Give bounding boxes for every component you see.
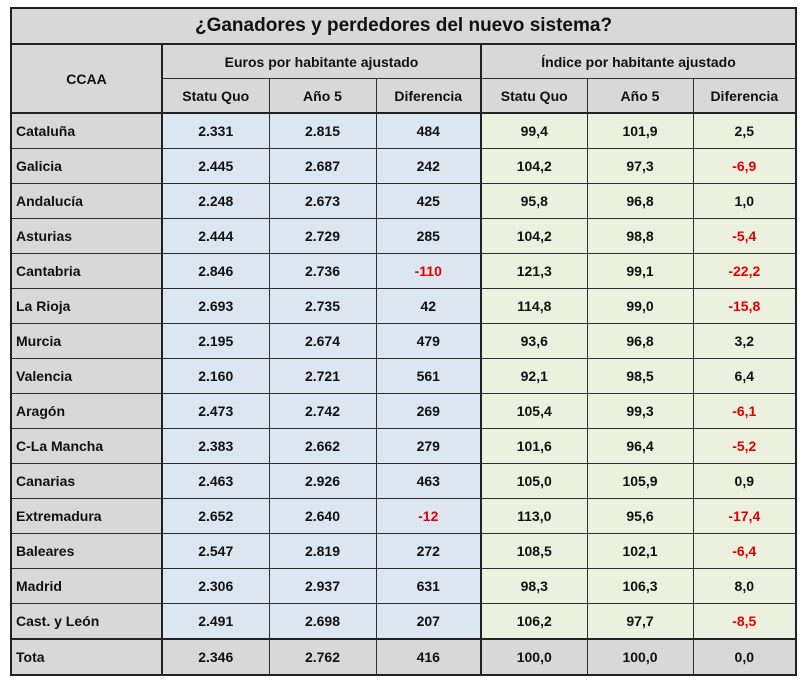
euros-statu-quo-cell: 2.463 — [162, 464, 269, 499]
euros-ano5-cell: 2.673 — [269, 184, 376, 219]
table-row — [11, 499, 796, 534]
region-name: Asturias — [11, 219, 162, 254]
table-row — [11, 113, 796, 149]
euros-ano5-cell: 2.729 — [269, 219, 376, 254]
indice-diferencia-cell: 6,4 — [693, 359, 796, 394]
indice-statu-quo-cell: 93,6 — [481, 324, 587, 359]
euros-diferencia-cell: 463 — [376, 464, 481, 499]
region-name: Canarias — [11, 464, 162, 499]
indice-ano5-cell: 95,6 — [587, 499, 693, 534]
euros-diferencia-cell: -110 — [376, 254, 481, 289]
region-name: Murcia — [11, 324, 162, 359]
euros-diferencia-cell: 425 — [376, 184, 481, 219]
indice-statu-quo-cell: 121,3 — [481, 254, 587, 289]
table-row — [11, 464, 796, 499]
euros-statu-quo-cell: 2.331 — [162, 113, 269, 149]
euros-statu-quo-cell: 2.547 — [162, 534, 269, 569]
region-name: Galicia — [11, 149, 162, 184]
euros-statu-quo-cell: 2.248 — [162, 184, 269, 219]
indice-diferencia-cell: -6,1 — [693, 394, 796, 429]
indice-ano5-cell: 99,0 — [587, 289, 693, 324]
ccaa-header: CCAA — [11, 44, 162, 113]
indice-statu-quo-cell: 101,6 — [481, 429, 587, 464]
region-name: Extremadura — [11, 499, 162, 534]
indice-statu-quo-cell: 106,2 — [481, 604, 587, 640]
table-row — [11, 569, 796, 604]
euros-diferencia-cell: 279 — [376, 429, 481, 464]
indice-ano5-cell: 101,9 — [587, 113, 693, 149]
euros-statu-quo-cell: 2.846 — [162, 254, 269, 289]
euros-ano5-cell: 2.687 — [269, 149, 376, 184]
region-name: Valencia — [11, 359, 162, 394]
table-row — [11, 289, 796, 324]
euros-statu-quo-cell: 2.160 — [162, 359, 269, 394]
euros-ano5-cell: 2.721 — [269, 359, 376, 394]
indice-ano5-cell: 100,0 — [587, 639, 693, 675]
euros-statu-quo-cell: 2.652 — [162, 499, 269, 534]
table-row — [11, 429, 796, 464]
region-name: La Rioja — [11, 289, 162, 324]
indice-statu-quo-cell: 99,4 — [481, 113, 587, 149]
table-row — [11, 534, 796, 569]
table-body — [11, 113, 796, 675]
indice-diferencia-cell: -5,4 — [693, 219, 796, 254]
total-row — [11, 639, 796, 675]
euros-diferencia-cell: 42 — [376, 289, 481, 324]
euros-ano5-cell: 2.926 — [269, 464, 376, 499]
euros-diferencia-cell: 285 — [376, 219, 481, 254]
indice-diferencia-cell: -15,8 — [693, 289, 796, 324]
col-header-indice-statu-quo: Statu Quo — [481, 79, 587, 114]
euros-ano5-cell: 2.742 — [269, 394, 376, 429]
euros-diferencia-cell: 207 — [376, 604, 481, 640]
region-name: Baleares — [11, 534, 162, 569]
table-row — [11, 394, 796, 429]
euros-statu-quo-cell: 2.195 — [162, 324, 269, 359]
col-header-euros-ano5: Año 5 — [269, 79, 376, 114]
euros-ano5-cell: 2.662 — [269, 429, 376, 464]
indice-ano5-cell: 96,8 — [587, 324, 693, 359]
indice-ano5-cell: 102,1 — [587, 534, 693, 569]
indice-ano5-cell: 98,5 — [587, 359, 693, 394]
euros-ano5-cell: 2.735 — [269, 289, 376, 324]
region-name: Andalucía — [11, 184, 162, 219]
table-row — [11, 219, 796, 254]
table-container — [10, 7, 797, 676]
col-header-indice-ano5: Año 5 — [587, 79, 693, 114]
indice-diferencia-cell: 0,0 — [693, 639, 796, 675]
page-title: ¿Ganadores y perdedores del nuevo sistema? — [11, 8, 796, 44]
table-row — [11, 254, 796, 289]
indice-statu-quo-cell: 113,0 — [481, 499, 587, 534]
indice-statu-quo-cell: 108,5 — [481, 534, 587, 569]
euros-ano5-cell: 2.815 — [269, 113, 376, 149]
euros-ano5-cell: 2.937 — [269, 569, 376, 604]
euros-diferencia-cell: 561 — [376, 359, 481, 394]
region-name: Cast. y León — [11, 604, 162, 640]
indice-diferencia-cell: 2,5 — [693, 113, 796, 149]
indice-statu-quo-cell: 114,8 — [481, 289, 587, 324]
table-row — [11, 604, 796, 640]
region-name: Aragón — [11, 394, 162, 429]
indice-ano5-cell: 106,3 — [587, 569, 693, 604]
indice-ano5-cell: 105,9 — [587, 464, 693, 499]
euros-statu-quo-cell: 2.693 — [162, 289, 269, 324]
euros-diferencia-cell: 484 — [376, 113, 481, 149]
euros-ano5-cell: 2.762 — [269, 639, 376, 675]
euros-diferencia-cell: 416 — [376, 639, 481, 675]
results-table — [10, 7, 797, 676]
euros-statu-quo-cell: 2.445 — [162, 149, 269, 184]
total-label: Tota — [11, 639, 162, 675]
indice-diferencia-cell: -6,4 — [693, 534, 796, 569]
euros-ano5-cell: 2.819 — [269, 534, 376, 569]
indice-diferencia-cell: -8,5 — [693, 604, 796, 640]
euros-diferencia-cell: 479 — [376, 324, 481, 359]
indice-ano5-cell: 99,1 — [587, 254, 693, 289]
euros-statu-quo-cell: 2.306 — [162, 569, 269, 604]
euros-diferencia-cell: 242 — [376, 149, 481, 184]
region-name: Cantabria — [11, 254, 162, 289]
indice-statu-quo-cell: 100,0 — [481, 639, 587, 675]
col-header-euros-diferencia: Diferencia — [376, 79, 481, 114]
euros-statu-quo-cell: 2.346 — [162, 639, 269, 675]
indice-ano5-cell: 98,8 — [587, 219, 693, 254]
indice-ano5-cell: 96,4 — [587, 429, 693, 464]
indice-ano5-cell: 97,7 — [587, 604, 693, 640]
euros-ano5-cell: 2.698 — [269, 604, 376, 640]
col-header-indice-diferencia: Diferencia — [693, 79, 796, 114]
indice-diferencia-cell: -5,2 — [693, 429, 796, 464]
indice-statu-quo-cell: 98,3 — [481, 569, 587, 604]
euros-diferencia-cell: -12 — [376, 499, 481, 534]
euros-statu-quo-cell: 2.473 — [162, 394, 269, 429]
indice-ano5-cell: 99,3 — [587, 394, 693, 429]
indice-statu-quo-cell: 95,8 — [481, 184, 587, 219]
region-name: C-La Mancha — [11, 429, 162, 464]
euros-ano5-cell: 2.674 — [269, 324, 376, 359]
indice-ano5-cell: 96,8 — [587, 184, 693, 219]
indice-statu-quo-cell: 104,2 — [481, 219, 587, 254]
col-header-euros-statu-quo: Statu Quo — [162, 79, 269, 114]
euros-group-header: Euros por habitante ajustado — [162, 44, 481, 79]
euros-statu-quo-cell: 2.491 — [162, 604, 269, 640]
indice-diferencia-cell: -6,9 — [693, 149, 796, 184]
indice-ano5-cell: 97,3 — [587, 149, 693, 184]
indice-diferencia-cell: 8,0 — [693, 569, 796, 604]
euros-statu-quo-cell: 2.383 — [162, 429, 269, 464]
euros-ano5-cell: 2.736 — [269, 254, 376, 289]
euros-ano5-cell: 2.640 — [269, 499, 376, 534]
table-row — [11, 149, 796, 184]
indice-statu-quo-cell: 104,2 — [481, 149, 587, 184]
table-row — [11, 184, 796, 219]
indice-diferencia-cell: 1,0 — [693, 184, 796, 219]
indice-diferencia-cell: 0,9 — [693, 464, 796, 499]
euros-statu-quo-cell: 2.444 — [162, 219, 269, 254]
indice-statu-quo-cell: 105,4 — [481, 394, 587, 429]
table-row — [11, 324, 796, 359]
region-name: Madrid — [11, 569, 162, 604]
indice-diferencia-cell: -17,4 — [693, 499, 796, 534]
indice-diferencia-cell: 3,2 — [693, 324, 796, 359]
indice-statu-quo-cell: 105,0 — [481, 464, 587, 499]
euros-diferencia-cell: 631 — [376, 569, 481, 604]
euros-diferencia-cell: 272 — [376, 534, 481, 569]
indice-statu-quo-cell: 92,1 — [481, 359, 587, 394]
region-name: Cataluña — [11, 113, 162, 149]
indice-diferencia-cell: -22,2 — [693, 254, 796, 289]
euros-diferencia-cell: 269 — [376, 394, 481, 429]
table-row — [11, 359, 796, 394]
indice-group-header: Índice por habitante ajustado — [481, 44, 796, 79]
